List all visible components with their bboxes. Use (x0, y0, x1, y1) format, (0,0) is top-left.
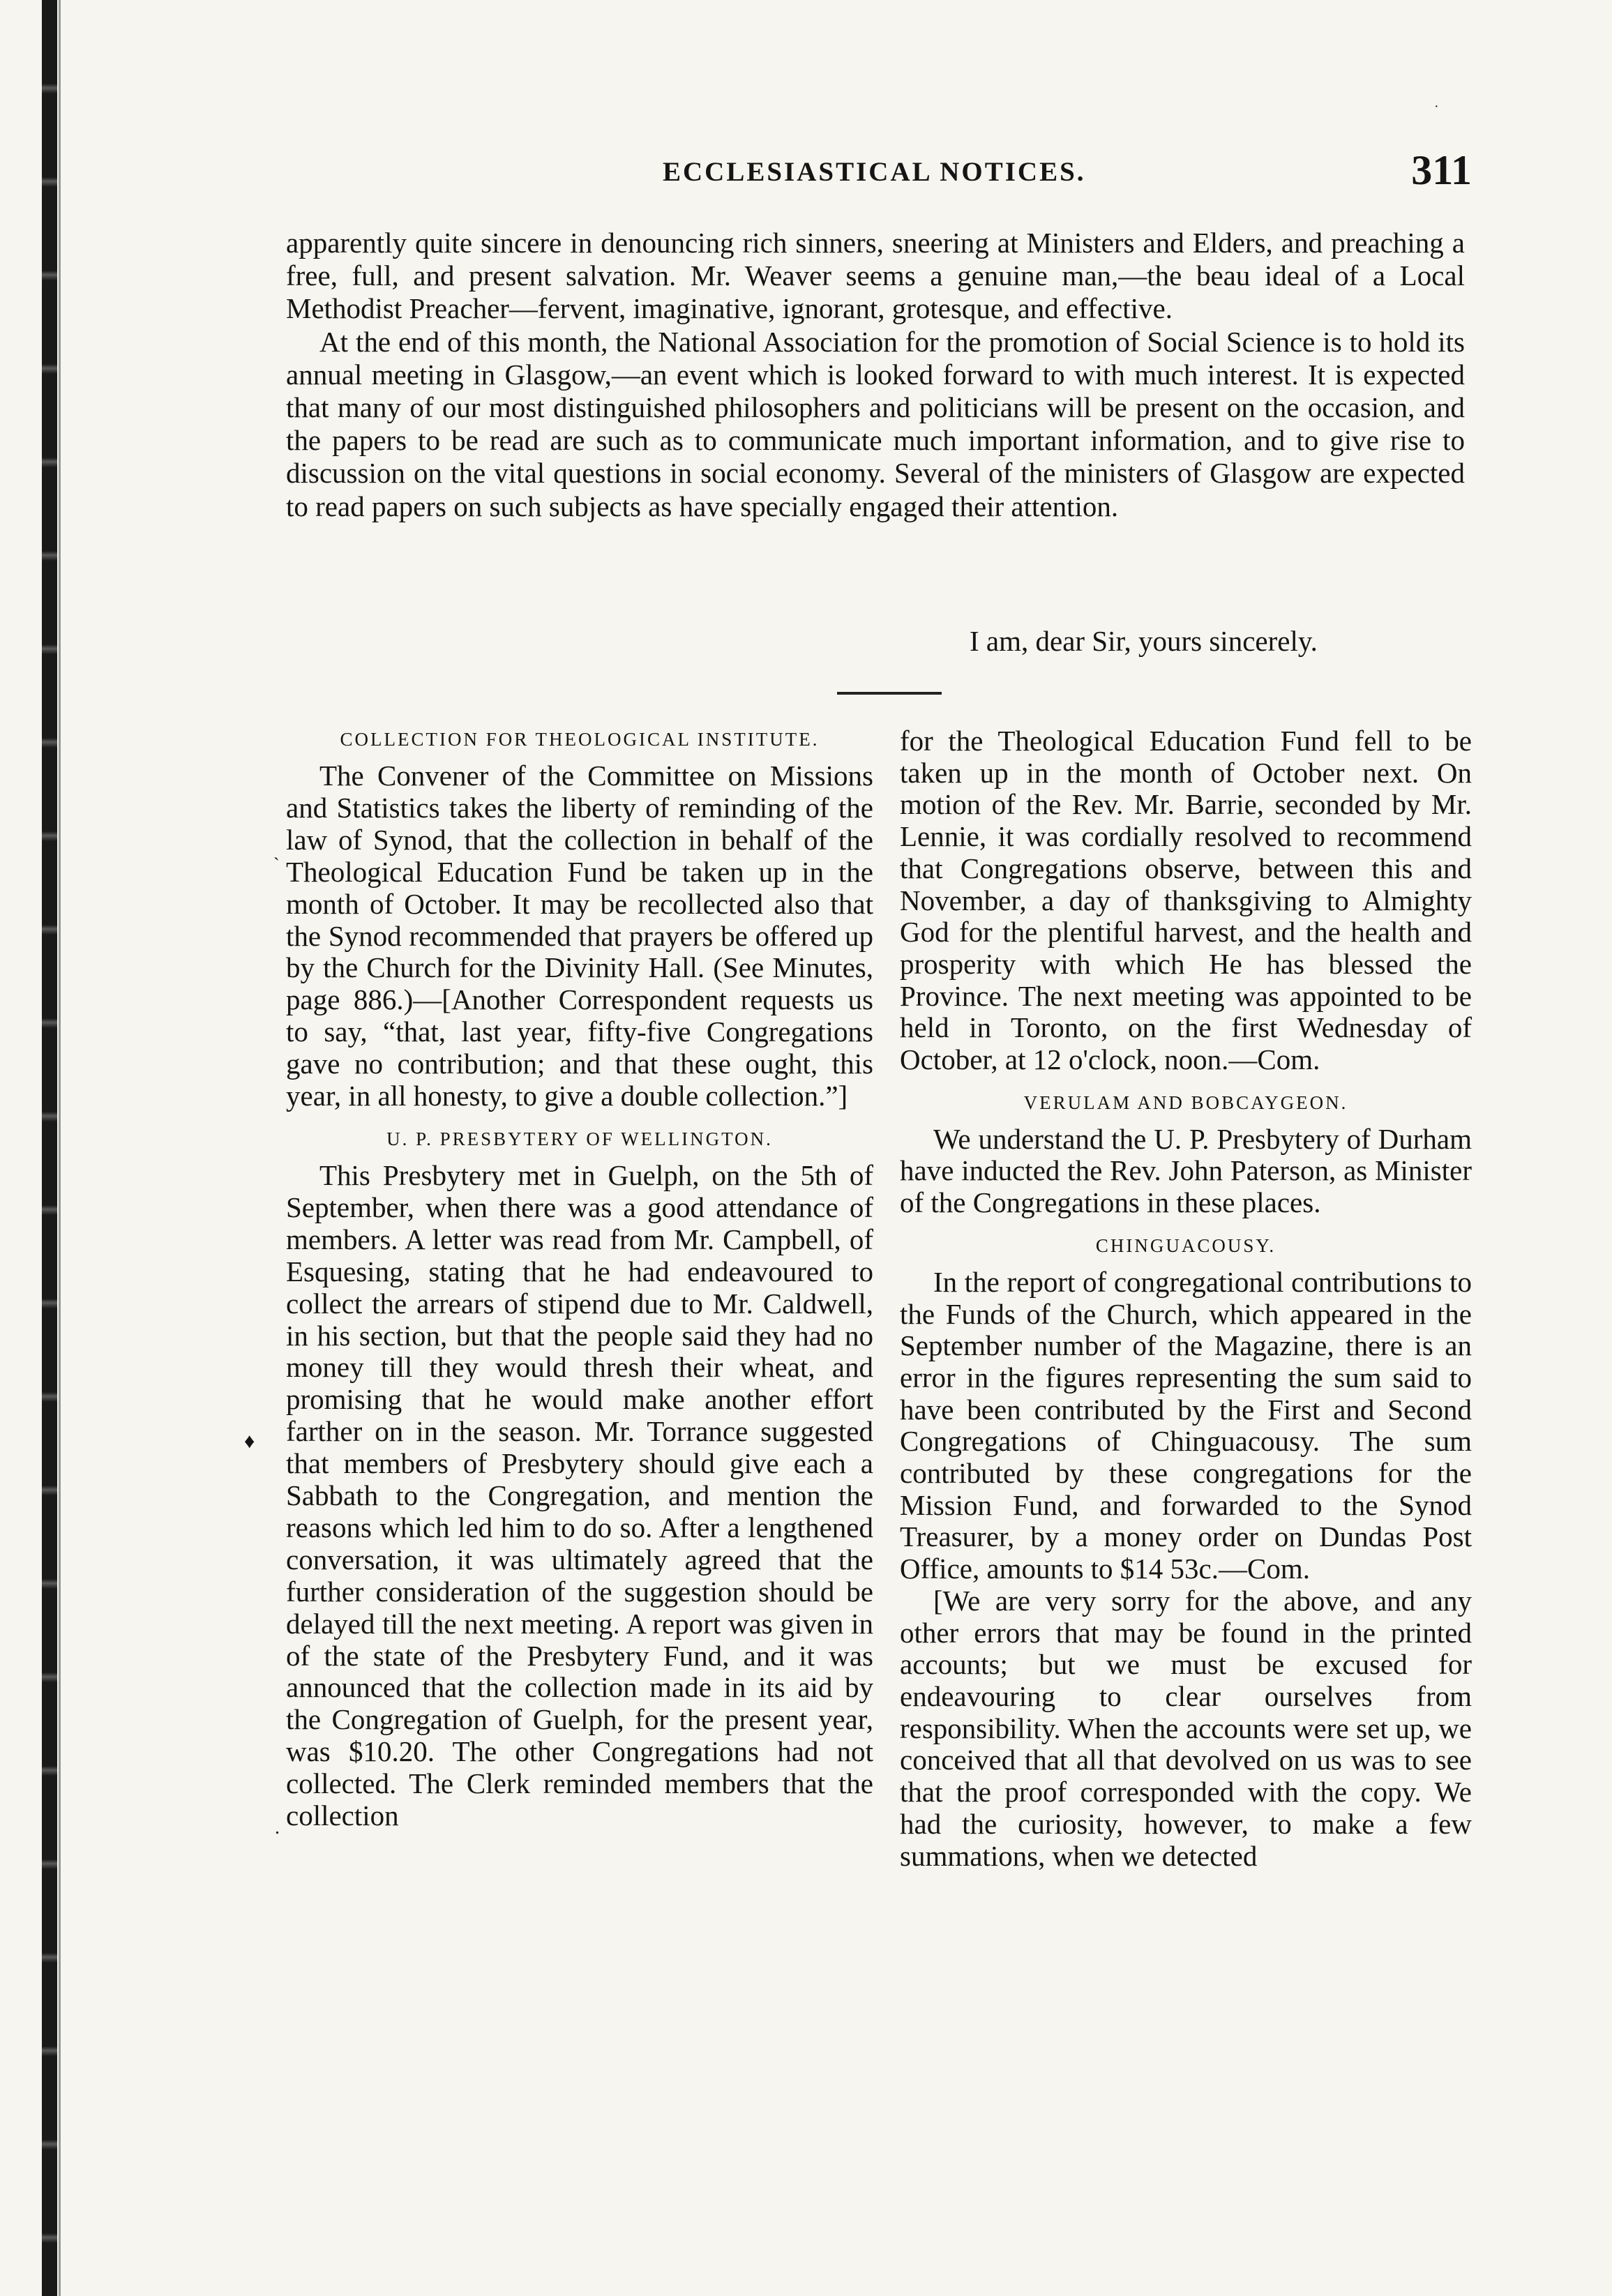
top-paragraph-2: At the end of this month, the National Association for the promotion of Social Science is to hold its annual meeting in Glasgow,—an event which is looked forward to with much interest. It is expected that many of our most distinguished philosophers and politicians will be present on the occasion, and the papers to be read are such as to communicate much important information, and to give rise to discussion on the vital questions in social economy. Several of the ministers of Glasgow are expected to read papers on such subjects as have specially engaged their attention. (286, 325, 1465, 522)
margin-tick-mark: ` (273, 854, 280, 875)
heading-theological-collection: COLLECTION FOR THEOLOGICAL INSTITUTE. (340, 729, 820, 750)
right-column (900, 725, 1472, 1872)
page-header (286, 146, 1472, 202)
running-title: ECCLESIASTICAL NOTICES. (663, 157, 1086, 187)
chinguacousy-paragraph: In the report of congregational contributions to the Funds of the Church, which appeared in the September number of the Magazine, there is an error in the figures representing the sum said to have been contributed by the First and Second Congregations of Chinguacousy. The sum contributed by these congregations for the Mission Fund, and forwarded to the Synod Treasurer, by a money order on Dundas Post Office, amounts to $14 53c.—Com. (900, 1265, 1472, 1585)
wellington-presbytery-paragraph: This Presbytery met in Guelph, on the 5th of September, when there was a good attendance of members. A letter was read from Mr. Campbell, of Esquesing, stating that he had endeavoured to collect the arrears of stipend due to Mr. Caldwell, in his section, but that the people said they had no money till they would thresh their wheat, and promising that he would make another effort farther on in the season. Mr. Torrance suggested that members of Presbytery should give each a Sabbath to the Congregation, and mention the reasons which led him to do so. After a lengthened conversation, it was ultimately agreed that the further consideration of the suggestion should be delayed till the next meeting. A report was given in of the state of the Presbytery Fund, and it was announced that the collection made in its aid by the Congregation of Guelph, for the present year, was $10.20. The other Congregations had not collected. The Clerk reminded members that the collection (286, 1158, 873, 1832)
letter-signoff: I am, dear Sir, yours sincerely. (970, 625, 1318, 657)
margin-bullet-mark: ♦ (244, 1430, 255, 1453)
heading-wellington-presbytery: U. P. PRESBYTERY OF WELLINGTON. (386, 1128, 773, 1149)
left-column (286, 725, 873, 1832)
section-divider-rule (837, 692, 942, 695)
theological-collection-paragraph: The Convener of the Committee on Missions and Statistics takes the liberty of reminding of the law of Synod, that the collection in behalf of the Theological Education Fund be taken up in the month of October. It may be recollected also that the Synod recommended that prayers be offered up by the Church for the Divinity Hall. (See Minutes, page 886.)—[Another Correspondent requests us to say, “that, last year, fifty-five Congregations gave no contribution; and that these ought, this year, in all honesty, to give a double collection.”] (286, 760, 873, 1112)
top-paragraph-1: apparently quite sincere in denouncing rich sinners, sneering at Ministers and Elders, and preaching a free, full, and present salvation. Mr. Weaver seems a genuine man,—the beau ideal of a Local Methodist Preacher—fervent, imaginative, ignorant, grotesque, and effective. (286, 227, 1465, 325)
wellington-continued-paragraph: for the Theological Education Fund fell to be taken up in the month of October next. On motion of the Rev. Mr. Barrie, seconded by Mr. Lennie, it was cordially resolved to recommend that Congregations observe, between this and November, a day of thanksgiving to Almighty God for the plentiful harvest, and the health and prosperity with which He has blessed the Province. The next meeting was appointed to be held in Toronto, on the first Wednesday of October, at 12 o'clock, noon.—Com. (900, 725, 1472, 1076)
heading-verulam-bobcaygeon: VERULAM AND BOBCAYGEON. (1023, 1092, 1348, 1113)
page-number: 311 (1411, 147, 1472, 193)
top-text-block (286, 227, 1465, 523)
verulam-paragraph: We understand the U. P. Presbytery of Durham have inducted the Rev. John Paterson, as Minister of the Congregations in these places. (900, 1122, 1472, 1219)
heading-chinguacousy: CHINGUACOUSY. (1095, 1234, 1276, 1256)
corner-dot-mark: · (1434, 99, 1439, 114)
book-spine-edge (42, 0, 57, 2296)
margin-dot-mark: . (275, 1817, 280, 1838)
spine-highlight (59, 0, 61, 2296)
editor-note-paragraph: [We are very sorry for the above, and any other errors that may be found in the printed accounts; but we must be excused for endeavouring to clear ourselves from responsibility. When the accounts were set up, we conceived that all that devolved on us was to see that the proof corresponded with the copy. We had the curiosity, however, to make a few summations, when we detected (900, 1584, 1472, 1872)
